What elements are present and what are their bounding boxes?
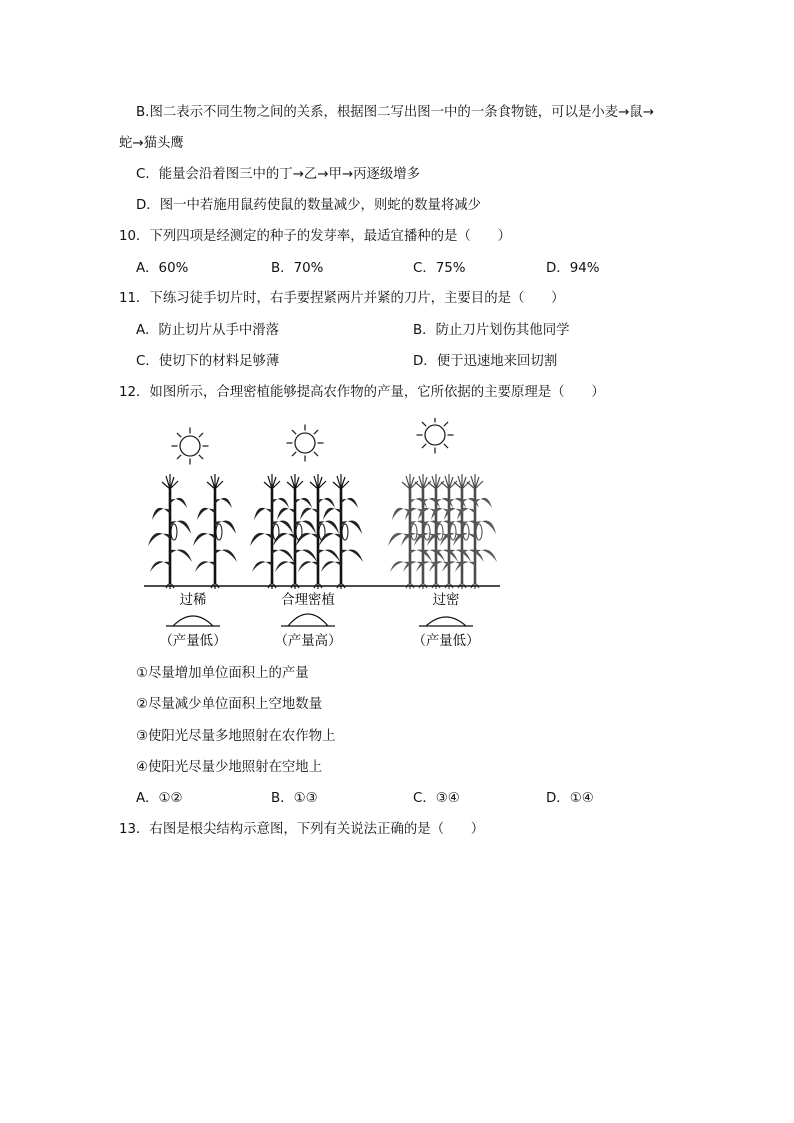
q10-option-a: A．60%: [136, 261, 189, 276]
q12-option-d: D．①④: [546, 791, 594, 806]
q12-option-a: A．①②: [136, 791, 183, 806]
group-label-sparse: 过稀: [179, 593, 207, 608]
q12-stem: 12．如图所示，合理密植能够提高农作物的产量，它所依据的主要原理是（ ）: [119, 385, 605, 400]
q12-statement-1: ①尽量增加单位面积上的产量: [136, 666, 309, 681]
yield-curves: [166, 614, 473, 626]
sun-icon: [417, 418, 453, 453]
q9-option-b-line2: 蛇→猫头鹰: [119, 136, 184, 151]
q12-statement-3: ③使阳光尽量多地照射在农作物上: [136, 729, 336, 744]
q12-option-c: C．③④: [413, 791, 460, 806]
q11-stem: 11．下练习徒手切片时，右手要捏紧两片并紧的刀片，主要目的是（ ）: [119, 291, 565, 306]
group-label-dense: 过密: [432, 593, 460, 608]
q9-option-c: C．能量会沿着图三中的丁→乙→甲→丙逐级增多: [136, 167, 421, 182]
yield-label-sparse: （产量低）: [159, 634, 227, 649]
q12-statement-2: ②尽量减少单位面积上空地数量: [136, 697, 323, 712]
q10-stem: 10．下列四项是经测定的种子的发芽率，最适宜播种的是（ ）: [119, 229, 511, 244]
q10-option-b: B．70%: [271, 261, 324, 276]
q11-option-c: C．使切下的材料足够薄: [136, 354, 280, 369]
group-label-reasonable: 合理密植: [281, 593, 335, 608]
reasonable-density-plants: [250, 474, 363, 589]
sun-icon: [172, 428, 208, 464]
q10-option-c: C．75%: [413, 261, 466, 276]
q11-option-d: D．便于迅速地来回切割: [413, 354, 558, 369]
yield-label-reasonable: （产量高）: [274, 634, 342, 649]
sun-icon: [287, 425, 323, 461]
q11-option-a: A．防止切片从手中滑落: [136, 323, 280, 338]
yield-label-dense: （产量低）: [412, 634, 480, 649]
dense-plants: [388, 474, 497, 589]
q12-option-b: B．①③: [271, 791, 318, 806]
planting-density-figure: [130, 418, 510, 658]
q12-statement-4: ④使阳光尽量少地照射在空地上: [136, 760, 323, 775]
sparse-plants: [148, 474, 237, 589]
q10-option-d: D．94%: [546, 261, 600, 276]
q11-option-b: B．防止刀片划伤其他同学: [413, 323, 570, 338]
q9-option-d: D．图一中若施用鼠药使鼠的数量减少，则蛇的数量将减少: [136, 198, 482, 213]
q13-stem: 13．右图是根尖结构示意图，下列有关说法正确的是（ ）: [119, 822, 485, 837]
q9-option-b-line1: B.图二表示不同生物之间的关系，根据图二写出图一中的一条食物链，可以是小麦→鼠→: [136, 105, 654, 120]
